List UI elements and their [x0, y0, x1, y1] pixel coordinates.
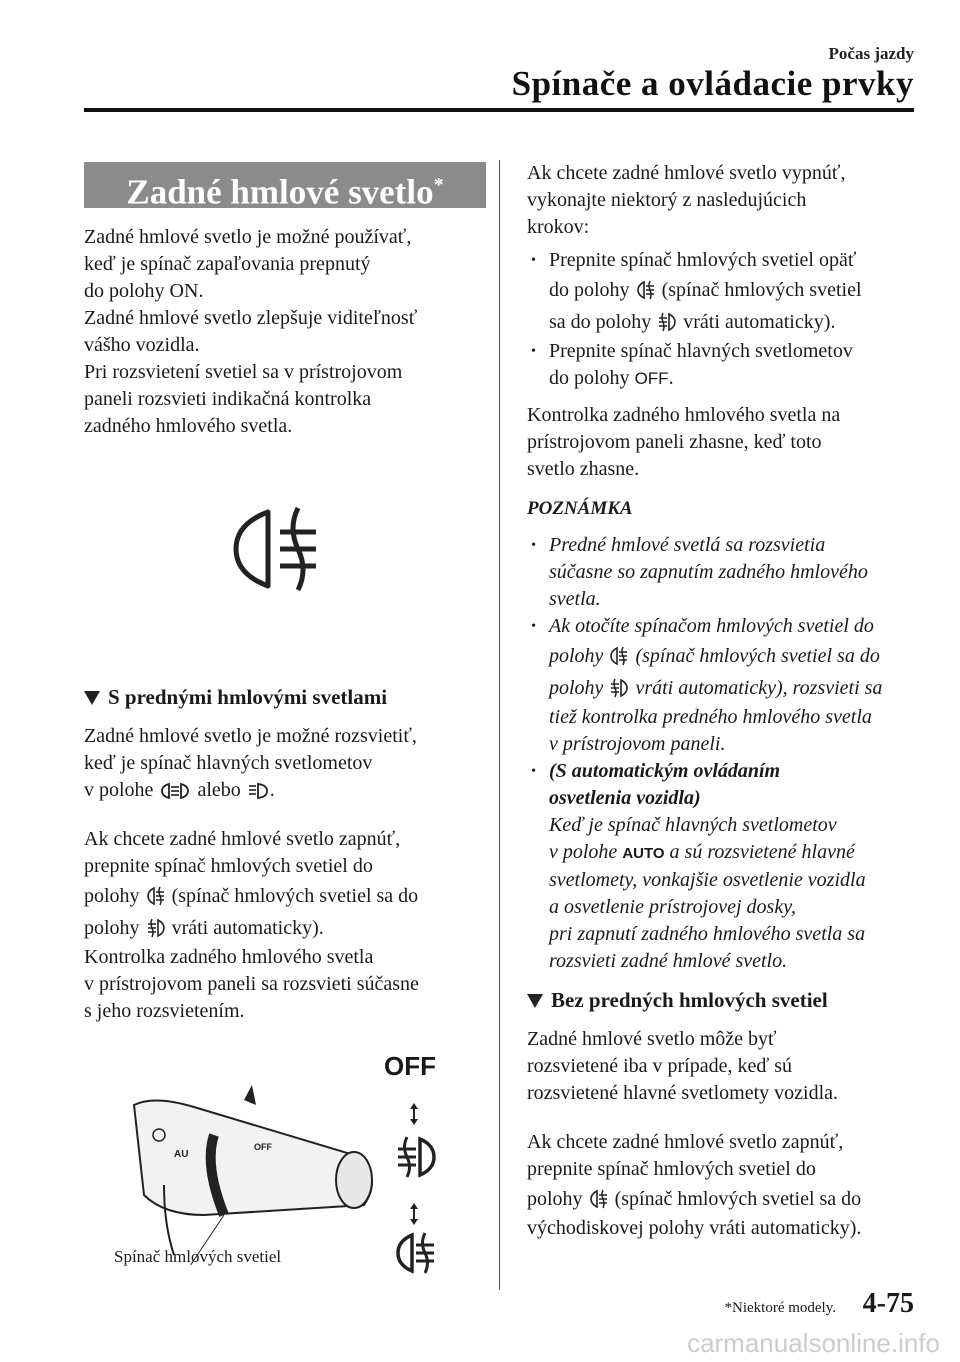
note-front-fog-together: • Predné hmlové svetlá sa rozsvietia súčasne so zapnutím zadného hmlového svetla.: [527, 532, 917, 613]
watermark: carmanualsonline.info: [687, 1328, 940, 1358]
page-number: 4-75: [862, 1288, 914, 1319]
rear-fog-indicator-figure: [84, 440, 474, 684]
svg-text:AU: AU: [174, 1149, 189, 1160]
front-fog-icon: [610, 678, 628, 698]
note-turn-switch: • Ak otočíte spínačom hmlových svetiel do polohy (spínač hmlových svetiel sa do polohy vráti automaticky), rozsvieti sa tiež kontrolka predného hmlového svetla v prístrojovom paneli.: [527, 613, 917, 758]
footnote: *Niektoré modely.: [724, 1300, 836, 1316]
note-title: POZNÁMKA: [527, 498, 633, 519]
rear-fog-icon: [590, 1189, 608, 1209]
paragraph-turn-off: Ak chcete zadné hmlové svetlo vypnúť, vykonajte niektorý z nasledujúcich krokov:: [527, 162, 846, 238]
headlight-icon: [248, 782, 268, 800]
front-fog-icon: [658, 312, 676, 332]
rear-fog-icon: [637, 280, 655, 300]
front-fog-icon: [147, 918, 165, 938]
paragraph-turn-on: Ak chcete zadné hmlové svetlo zapnúť, prepnite spínač hmlových svetiel do polohy (spínač hmlových svetiel sa do polohy vráti automaticky). Kontrolka zadného hmlového svetla v prístrojovom paneli sa rozsvieti súčasne s jeho rozsvietením.: [84, 828, 419, 1022]
rear-fog-large-icon: [232, 504, 332, 594]
rear-fog-icon: [610, 646, 628, 666]
bullet-headlight-switch: • Prepnite spínač hlavných svetlometov do polohy OFF.: [527, 338, 917, 392]
subsection-without-front-fog: Bez predných hmlových svetiel: [527, 987, 917, 1014]
front-fog-position-icon: [396, 1135, 436, 1179]
column-divider: [499, 160, 500, 1290]
header-chapter: Počas jazdy: [828, 44, 914, 63]
paragraph-turn-on-rear-only: Ak chcete zadné hmlové svetlo zapnúť, prepnite spínač hmlových svetiel do polohy (spínač hmlových svetiel sa do východiskovej polohy vráti automaticky).: [527, 1131, 862, 1239]
position-arrows-icon: [384, 1095, 444, 1325]
note-auto-lighting: • (S automatickým ovládaním osvetlenia vozidla) Keď je spínač hlavných svetlometov v polohe AUTO a sú rozsvietené hlavné svetlomety, vonkajšie osvetlenie vozidla a osvetlenie prístrojovej dosky, pri zapnutí zadného hmlového svetla sa rozsvieti zadné hmlové svetlo.: [527, 758, 917, 975]
parking-lights-icon: [160, 782, 190, 800]
header-section: Spínače a ovládacie prvky: [511, 64, 914, 103]
auto-label: AUTO: [622, 845, 665, 862]
fog-switch-lever-illustration: [124, 1065, 384, 1265]
figure-caption: Spínač hmlových svetiel: [114, 1247, 282, 1266]
figure-off-label: OFF: [384, 1051, 436, 1081]
intro-paragraph: Zadné hmlové svetlo je možné používať, keď je spínač zapaľovania prepnutý do polohy ON. Zadné hmlové svetlo zlepšuje viditeľnosť vášho vozidla. Pri rozsvietení svetiel sa v prístrojovom paneli rozsvieti indikačná kontrolka zadného hmlového svetla.: [84, 226, 418, 437]
paragraph-indicator-off: Kontrolka zadného hmlového svetla na prístrojovom paneli zhasne, keď toto svetlo zhasne.: [527, 404, 841, 480]
bullet-fog-switch: • Prepnite spínač hmlových svetiel opäť do polohy (spínač hmlových svetiel sa do polohy vráti automaticky).: [527, 247, 917, 338]
paragraph-front-fog-condition: Zadné hmlové svetlo je možné rozsvietiť, keď je spínač hlavných svetlometov v polohe alebo .: [84, 725, 417, 801]
lever-off-label: OFF: [254, 1142, 272, 1152]
triangle-marker-icon: [84, 691, 100, 705]
paragraph-headlights-only: Zadné hmlové svetlo môže byť rozsvietené iba v prípade, keď sú rozsvietené hlavné svetlomety vozidla.: [527, 1028, 839, 1104]
left-column: [84, 162, 474, 1285]
rear-fog-position-icon: [396, 1231, 436, 1275]
section-title: Zadné hmlové svetlo*: [84, 162, 486, 208]
rear-fog-icon: [147, 886, 165, 906]
triangle-marker-icon: [527, 994, 543, 1008]
right-column: [527, 160, 917, 1242]
fog-switch-figure: [84, 1025, 474, 1285]
subsection-with-front-fog: S prednými hmlovými svetlami: [84, 684, 474, 711]
header-rule: [84, 108, 914, 112]
